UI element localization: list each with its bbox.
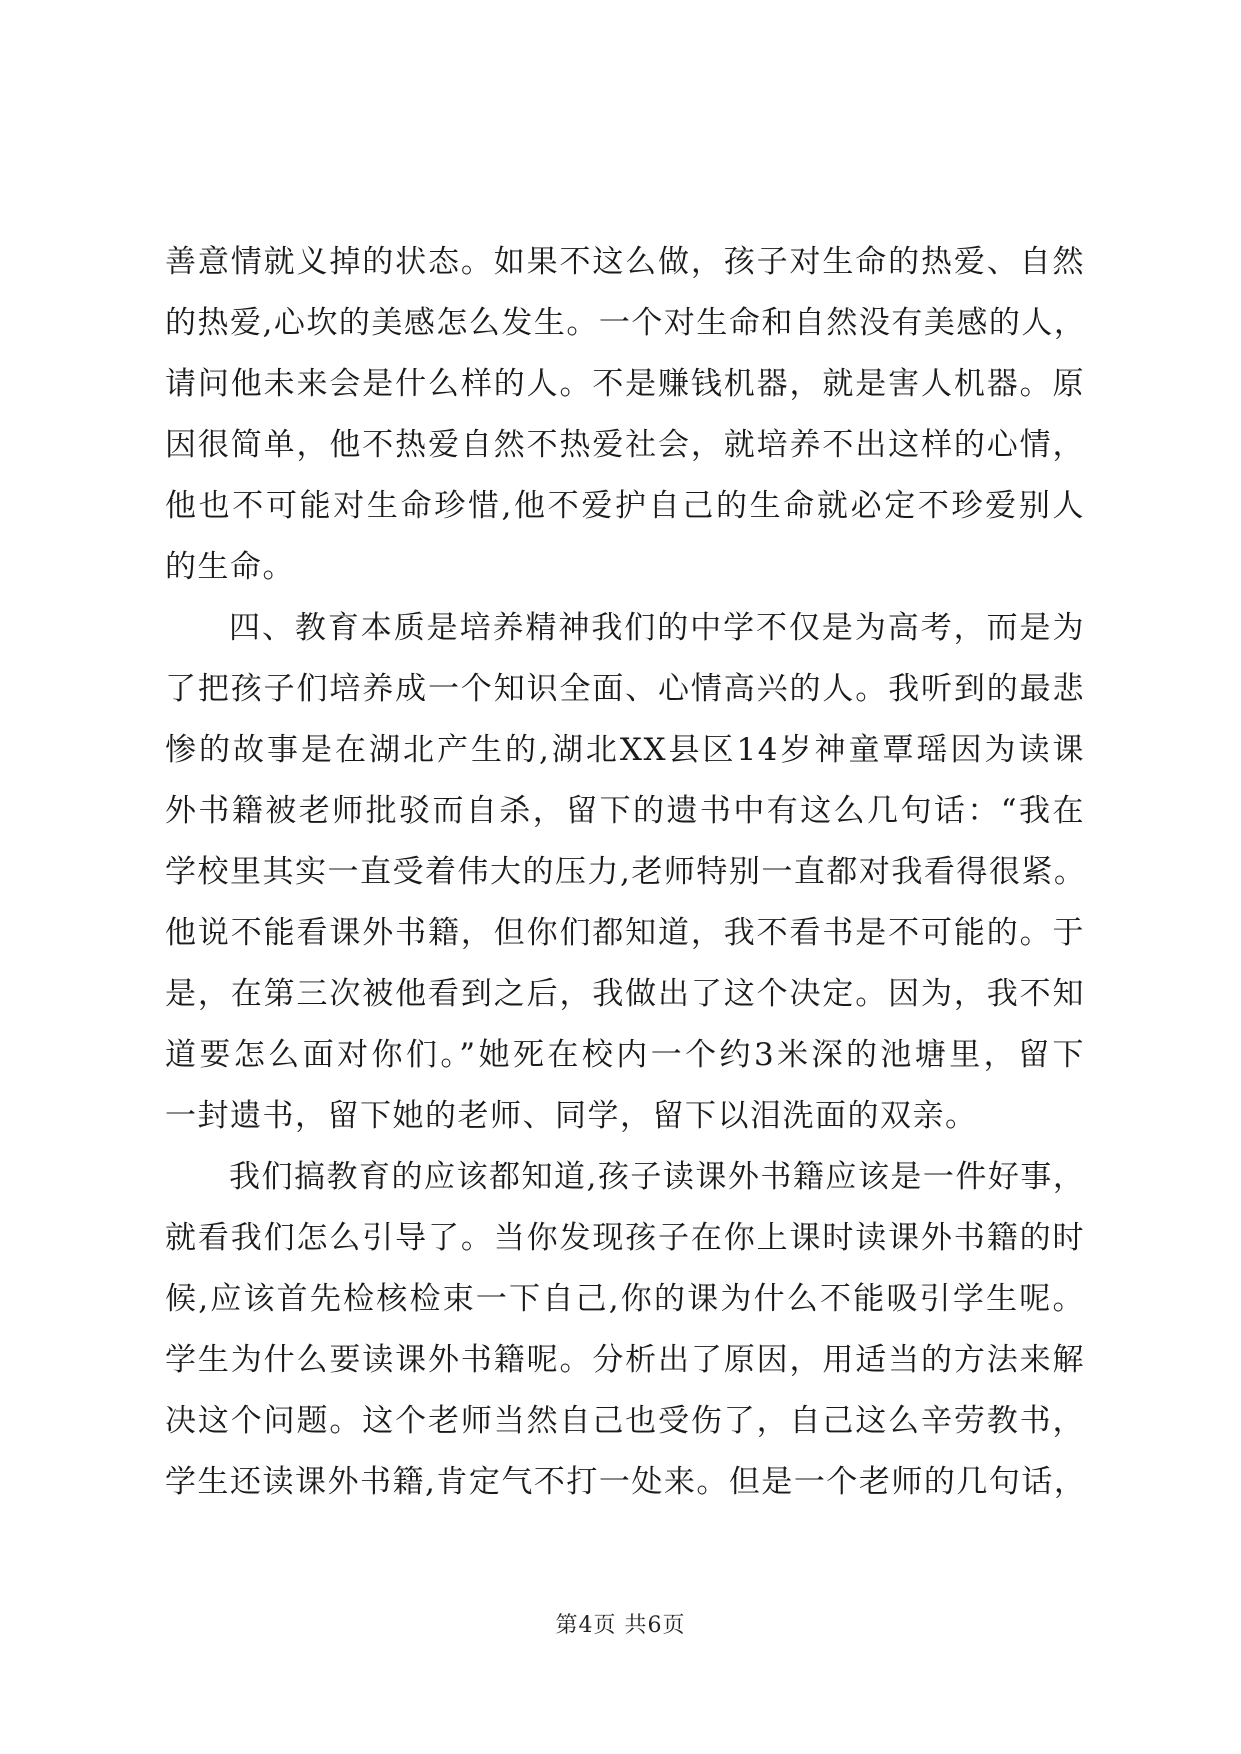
text-line: 外书籍被老师批驳而自杀，留下的遗书中有这么几句话：“我在 <box>165 793 1085 829</box>
text-line: 道要怎么面对你们。”她死在校内一个约3米深的池塘里，留下 <box>165 1037 1085 1073</box>
text-line: 因很简单，他不热爱自然不热爱社会，就培养不出这样的心情， <box>165 427 1085 463</box>
paragraph-3 <box>165 1147 1085 1513</box>
text-line: 的热爱,心坎的美感怎么发生。一个对生命和自然没有美感的人， <box>165 305 1087 341</box>
paragraph-2 <box>165 598 1085 1147</box>
text-line: 我们搞教育的应该都知道,孩子读课外书籍应该是一件好事， <box>229 1159 1086 1195</box>
text-line: 一封遗书，留下她的老师、同学，留下以泪洗面的双亲。 <box>165 1098 978 1134</box>
text-line: 的生命。 <box>165 549 295 585</box>
document-body <box>165 232 1085 1513</box>
paragraph-1 <box>165 232 1085 598</box>
text-line: 了把孩子们培养成一个知识全面、心情高兴的人。我听到的最悲 <box>165 671 1085 707</box>
text-line: 他也不可能对生命珍惜,他不爱护自己的生命就必定不珍爱别人 <box>165 488 1085 524</box>
text-line: 惨的故事是在湖北产生的,湖北XX县区14岁神童覃瑶因为读课 <box>165 732 1085 768</box>
text-line: 候,应该首先检核检束一下自己,你的课为什么不能吸引学生呢。 <box>165 1281 1085 1317</box>
page-number: 第4页 共6页 <box>555 1613 686 1638</box>
text-line: 学生还读课外书籍,肯定气不打一处来。但是一个老师的几句话， <box>165 1464 1087 1500</box>
text-line: 善意情就义掉的状态。如果不这么做，孩子对生命的热爱、自然 <box>165 244 1085 280</box>
text-line: 学校里其实一直受着伟大的压力,老师特别一直都对我看得很紧。 <box>165 854 1087 890</box>
text-line: 请问他未来会是什么样的人。不是赚钱机器，就是害人机器。原 <box>165 366 1085 402</box>
text-line: 他说不能看课外书籍，但你们都知道，我不看书是不可能的。于 <box>165 915 1085 951</box>
text-line: 决这个问题。这个老师当然自己也受伤了，自己这么辛劳教书， <box>165 1403 1085 1439</box>
text-line: 学生为什么要读课外书籍呢。分析出了原因，用适当的方法来解 <box>165 1342 1085 1378</box>
text-line: 就看我们怎么引导了。当你发现孩子在你上课时读课外书籍的时 <box>165 1220 1085 1256</box>
text-line: 是，在第三次被他看到之后，我做出了这个决定。因为，我不知 <box>165 976 1085 1012</box>
text-line: 四、教育本质是培养精神我们的中学不仅是为高考，而是为 <box>229 610 1085 646</box>
page-footer <box>0 1608 1241 1639</box>
